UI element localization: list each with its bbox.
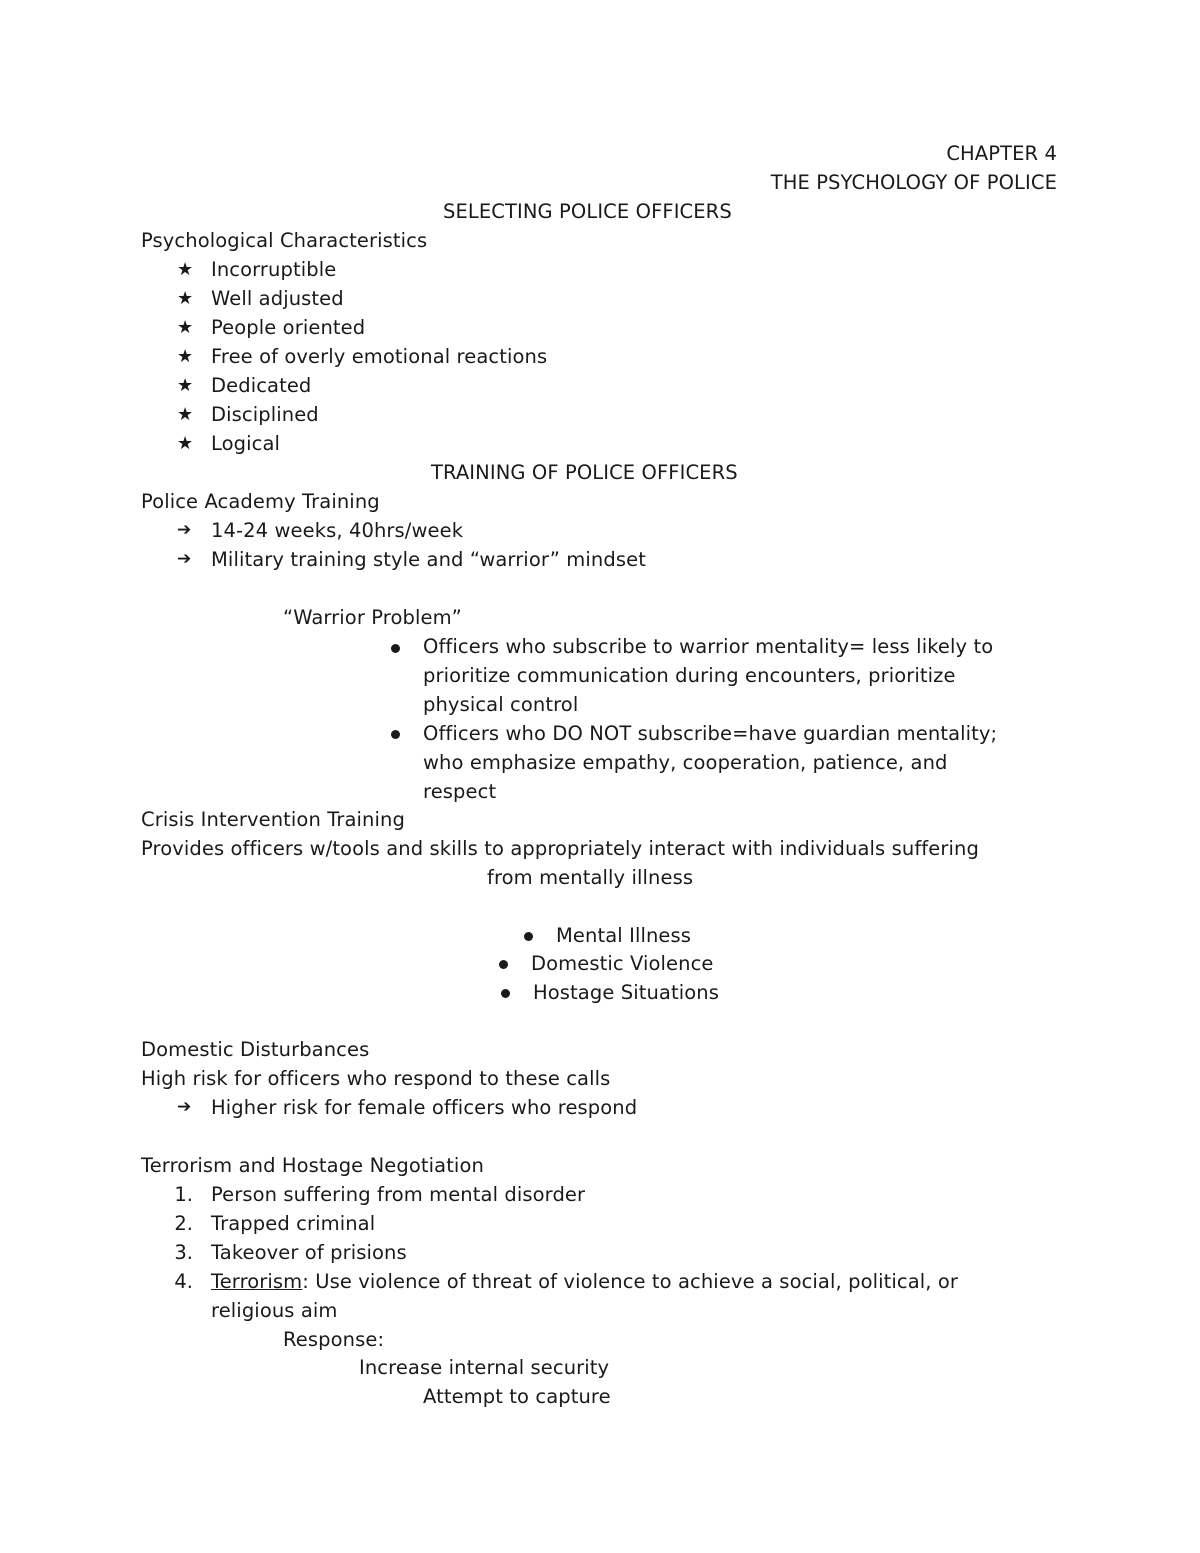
- list-item-line: physical control: [423, 693, 579, 716]
- list-item: Logical: [211, 432, 281, 455]
- list-item-line: who emphasize empathy, cooperation, patience, and: [423, 751, 948, 774]
- list-item: Incorruptible: [211, 258, 337, 281]
- list-number: 2.: [174, 1212, 193, 1235]
- star-bullet-icon: ★: [177, 346, 194, 367]
- domestic-text: High risk for officers who respond to these calls: [141, 1067, 611, 1090]
- crisis-description: Provides officers w/tools and skills to appropriately interact with individuals suffering: [141, 837, 979, 860]
- list-item: Hostage Situations: [533, 981, 719, 1004]
- list-item: Dedicated: [211, 374, 312, 397]
- bullet-dot-icon: [524, 932, 533, 941]
- list-item-line: Officers who subscribe to warrior mentality= less likely to: [423, 635, 994, 658]
- list-item: [211, 1267, 958, 1296]
- list-item: Higher risk for female officers who respond: [211, 1096, 638, 1119]
- list-item: Free of overly emotional reactions: [211, 345, 548, 368]
- star-bullet-icon: ★: [177, 375, 194, 396]
- subheading-psych-characteristics: Psychological Characteristics: [141, 229, 428, 252]
- list-item-line: religious aim: [211, 1299, 338, 1322]
- section-heading-selecting: SELECTING POLICE OFFICERS: [443, 200, 732, 223]
- star-bullet-icon: ★: [177, 259, 194, 280]
- crisis-description: from mentally illness: [487, 866, 694, 889]
- list-item: Military training style and “warrior” mindset: [211, 548, 646, 571]
- chapter-title: THE PSYCHOLOGY OF POLICE: [770, 171, 1057, 194]
- list-number: 3.: [174, 1241, 193, 1264]
- list-item-line: prioritize communication during encounters, prioritize: [423, 664, 956, 687]
- subheading-domestic-disturbances: Domestic Disturbances: [141, 1038, 370, 1061]
- list-item: Takeover of prisions: [211, 1241, 407, 1264]
- response-label: Response:: [283, 1328, 385, 1351]
- star-bullet-icon: ★: [177, 288, 194, 309]
- terrorism-definition: : Use violence of threat of violence to achieve a social, political, or: [302, 1270, 959, 1293]
- bullet-dot-icon: [391, 730, 400, 739]
- bullet-dot-icon: [391, 644, 400, 653]
- list-item-line: Officers who DO NOT subscribe=have guardian mentality;: [423, 722, 998, 745]
- response-line: Increase internal security: [359, 1356, 610, 1379]
- list-number: 1.: [174, 1183, 193, 1206]
- arrow-bullet-icon: ➔: [177, 549, 192, 569]
- response-line: Attempt to capture: [423, 1385, 611, 1408]
- warrior-problem-title: “Warrior Problem”: [283, 606, 462, 629]
- subheading-terrorism: Terrorism and Hostage Negotiation: [141, 1154, 484, 1177]
- star-bullet-icon: ★: [177, 317, 194, 338]
- star-bullet-icon: ★: [177, 433, 194, 454]
- list-item: Well adjusted: [211, 287, 344, 310]
- list-number: 4.: [174, 1270, 193, 1293]
- list-item: Person suffering from mental disorder: [211, 1183, 586, 1206]
- terrorism-term: Terrorism: [211, 1270, 303, 1293]
- list-item: Trapped criminal: [211, 1212, 376, 1235]
- bullet-dot-icon: [499, 960, 508, 969]
- list-item: Domestic Violence: [531, 952, 714, 975]
- list-item-line: respect: [423, 780, 497, 803]
- subheading-academy-training: Police Academy Training: [141, 490, 380, 513]
- list-item: Disciplined: [211, 403, 319, 426]
- section-heading-training: TRAINING OF POLICE OFFICERS: [431, 461, 738, 484]
- list-item: People oriented: [211, 316, 366, 339]
- chapter-label: CHAPTER 4: [946, 142, 1057, 165]
- star-bullet-icon: ★: [177, 404, 194, 425]
- list-item: Mental Illness: [556, 924, 692, 947]
- arrow-bullet-icon: ➔: [177, 1097, 192, 1117]
- subheading-crisis-training: Crisis Intervention Training: [141, 808, 405, 831]
- bullet-dot-icon: [501, 989, 510, 998]
- list-item: 14-24 weeks, 40hrs/week: [211, 519, 464, 542]
- arrow-bullet-icon: ➔: [177, 520, 192, 540]
